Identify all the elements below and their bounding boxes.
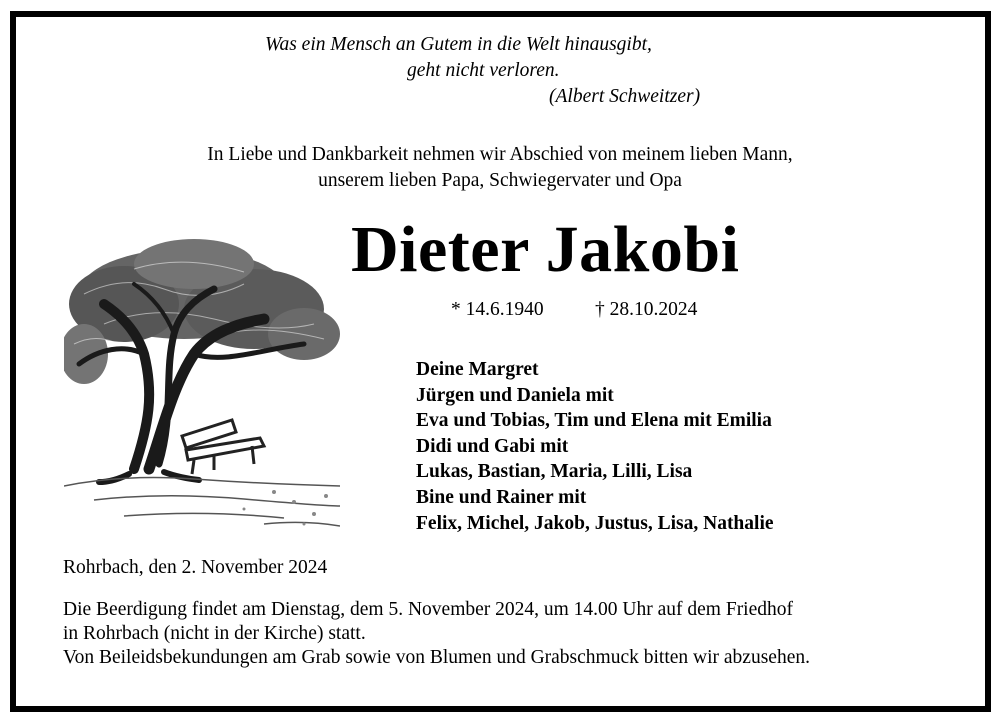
place-date: Rohrbach, den 2. November 2024 [63,557,328,578]
quote-line-1: Was ein Mensch an Gutem in die Welt hinausgibt, [265,34,652,55]
mourner-line: Didi und Gabi mit [416,435,569,457]
mourner-line: Eva und Tobias, Tim und Elena mit Emilia [416,410,772,432]
mourner-line: Bine und Rainer mit [416,486,587,508]
mourner-line: Deine Margret [416,359,539,380]
deceased-name: Dieter Jakobi [351,213,740,286]
intro-line-2: unserem lieben Papa, Schwiegervater und Opa [318,170,682,191]
birth-date: * 14.6.1940 [451,299,544,320]
quote-author: (Albert Schweitzer) [549,86,701,107]
tree-with-bench-icon [64,224,340,536]
mourner-line: Felix, Michel, Jakob, Justus, Lisa, Nathalie [416,512,774,534]
quote-line-2: geht nicht verloren. [407,60,560,81]
funeral-info [63,598,810,670]
funeral-line-1: Die Beerdigung findet am Dienstag, dem 5. November 2024, um 14.00 Uhr auf dem Friedhof [63,599,794,620]
mourners-list [416,357,774,536]
funeral-line-3: Von Beileidsbekundungen am Grab sowie von Blumen und Grabschmuck bitten wir abzusehen. [63,647,810,668]
intro-line-1: In Liebe und Dankbarkeit nehmen wir Abschied von meinem lieben Mann, [207,144,793,165]
death-date: † 28.10.2024 [595,299,698,320]
mourner-line: Jürgen und Daniela mit [416,384,614,406]
funeral-line-2: in Rohrbach (nicht in der Kirche) statt. [63,623,366,644]
mourner-line: Lukas, Bastian, Maria, Lilli, Lisa [416,461,693,483]
